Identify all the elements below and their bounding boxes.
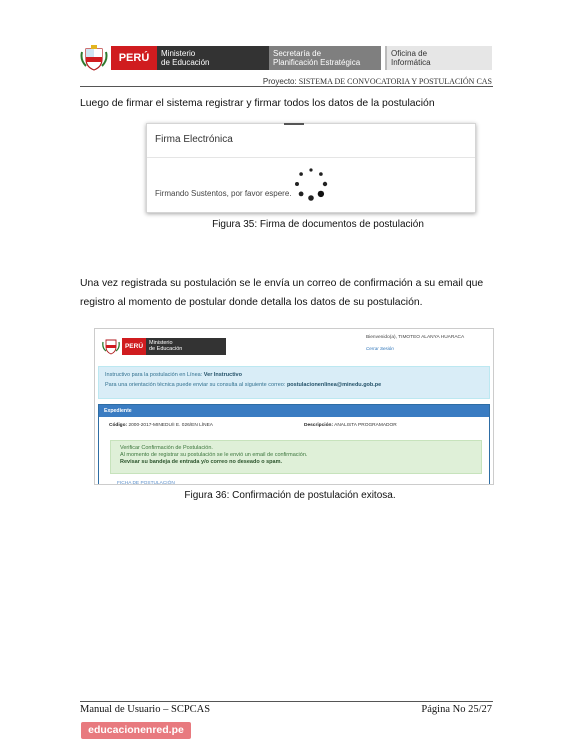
dialog-title: Firma Electrónica (155, 134, 233, 145)
document-header (80, 44, 492, 72)
header-secretary-line1: Secretaría de (273, 49, 322, 58)
caption-figure-36: Figura 36: Confirmación de postulación exitosa. (184, 490, 396, 501)
header-secretary-line2: Planificación Estratégica (273, 58, 361, 67)
project-label: Proyecto: (262, 77, 297, 86)
peru-logo: PERÚ (111, 46, 157, 70)
footer-divider (80, 701, 493, 702)
paragraph-confirmation: Una vez registrada su postulación se le envía un correo de confirmación a su email que registro al momento de postular donde detalla los datos de su postulación. (80, 278, 484, 308)
ministry-line2: de Educación (149, 346, 183, 352)
logout-link[interactable]: Cerrar Sesión (366, 346, 394, 351)
header-office (385, 46, 492, 70)
info-alert (98, 366, 490, 399)
success-alert (110, 440, 482, 474)
panel-title: Expediente (99, 405, 489, 417)
instructivo-link[interactable]: Ver Instructivo (203, 372, 242, 378)
confirmation-screenshot (94, 328, 494, 485)
welcome-user: Bienvenido(a), TIMOTEO ALANYA HUARACA (366, 335, 465, 340)
watermark-logo: educacionenred.pe (81, 722, 191, 739)
code-label: Código: (109, 423, 128, 428)
header-ministry-line1: Ministerio (161, 49, 196, 58)
info-line1 (105, 372, 242, 378)
dialog-divider (147, 157, 475, 158)
dialog-message: Firmando Sustentos, por favor espere. (155, 189, 292, 198)
project-value: SISTEMA DE CONVOCATORIA Y POSTULACIÓN CAS (298, 77, 492, 86)
header-secretary (269, 46, 381, 70)
header-ministry-line2: de Educación (161, 58, 210, 67)
info-line1-text: Instructivo para la postulación en Línea: (105, 372, 203, 378)
coat-of-arms-icon (102, 337, 120, 355)
description-field (304, 423, 397, 428)
loading-spinner-icon (291, 164, 331, 204)
code-value: 2000-2017-MINEDU/I E. 026/EN LÍNEA (128, 423, 213, 428)
header-divider (80, 86, 493, 87)
success-line2: Al momento de registrar su postulación se le envió un email de confirmación. (120, 452, 308, 458)
info-line2 (105, 382, 381, 388)
footer-title: Manual de Usuario – SCPCAS (80, 704, 211, 715)
code-field (109, 423, 213, 428)
success-line3: Revisar su bandeja de entrada y/o correo no deseado o spam. (120, 459, 282, 465)
ministry-line1: Ministerio (149, 340, 173, 346)
next-section-heading: FICHA DE POSTULACIÓN (117, 481, 175, 485)
description-value: ANALISTA PROGRAMADOR (334, 423, 397, 428)
peru-logo: PERÚ (122, 338, 146, 355)
page-number: Página No 25/27 (421, 704, 492, 715)
coat-of-arms-icon (80, 44, 108, 72)
header-ministry (157, 46, 269, 70)
success-line1: Verificar Confirmación de Postulación. (120, 445, 213, 451)
dialog-top-mark (284, 123, 304, 125)
paragraph-sign: Luego de firmar el sistema registrar y firmar todos los datos de la postulación (80, 98, 435, 109)
info-line2-text: Para una orientación técnica puede enviar su consulta al siguiente correo: (105, 382, 286, 388)
header-office-line1: Oficina de (391, 49, 428, 58)
project-line (240, 77, 492, 86)
description-label: Descripción: (304, 423, 334, 428)
ministry-logo (146, 338, 226, 355)
header-office-line2: Informática (391, 58, 431, 67)
signature-dialog (146, 123, 476, 213)
expediente-panel (98, 404, 490, 485)
caption-figure-35: Figura 35: Firma de documentos de postulación (212, 219, 424, 230)
support-email[interactable]: postulacionenlinea@minedu.gob.pe (286, 382, 382, 388)
